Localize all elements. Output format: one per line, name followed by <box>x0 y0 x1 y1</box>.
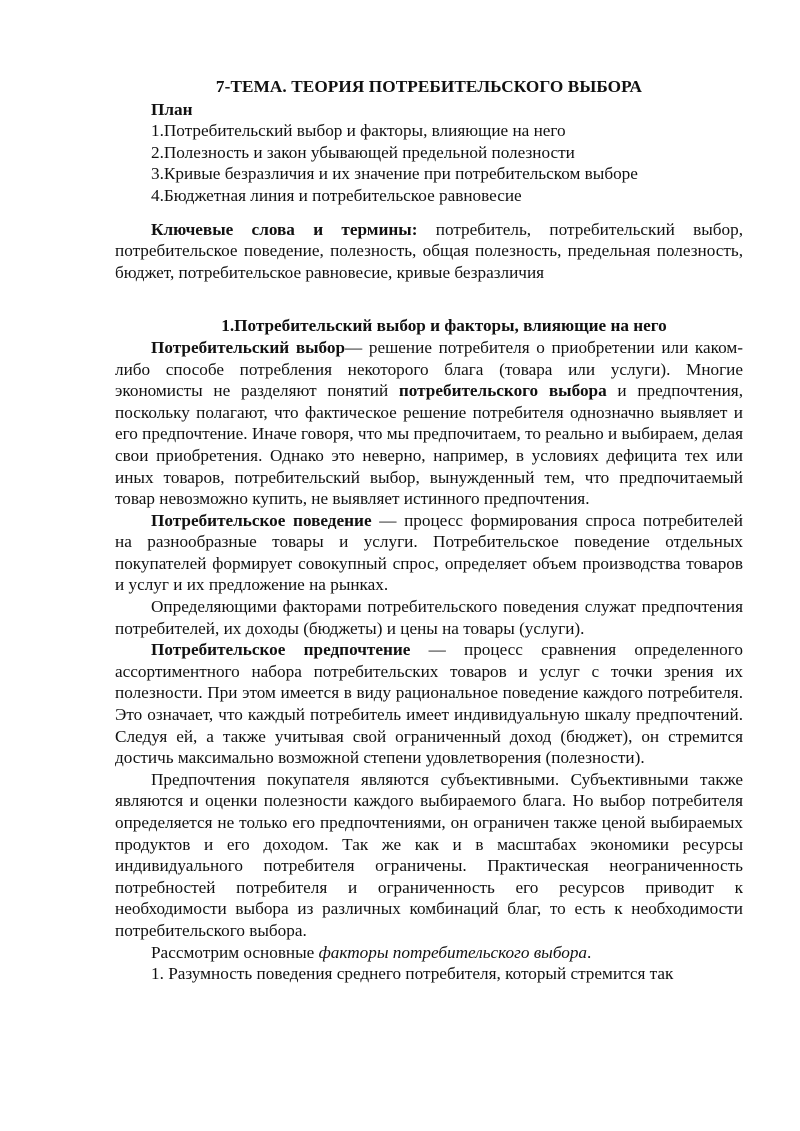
keywords-text: потребитель, потребительский выбор, потребительское поведение, полезность, общая полезность, предельная полезность, бюджет, потребительское равновесие, кривые безразличия <box>115 219 743 282</box>
page-title: 7-ТЕМА. ТЕОРИЯ ПОТРЕБИТЕЛЬСКОГО ВЫБОРА <box>215 77 643 96</box>
plan-item-2: 2.Полезность и закон убывающей предельной полезности <box>151 142 575 162</box>
paragraph-text: — решение потребителя о приобретении или каком-либо способе потребления некоторого блага (товара или услуги). Многие экономисты не разделяют понятий <box>115 337 743 401</box>
paragraph-factor-1: 1. Разумность поведения среднего потребителя, который стремится так <box>151 964 674 984</box>
term-consumer-choice-2: потребительского выбора <box>398 381 607 401</box>
plan-item-1: 1.Потребительский выбор и факторы, влияющие на него <box>151 121 566 141</box>
paragraph-factors: Определяющими факторами потребительского поведения служат предпочтения потребителей, их доходы (бюджеты) и цены на товары (услуги). <box>115 597 743 638</box>
paragraph-end: . <box>587 942 592 962</box>
paragraph-choice-factors <box>115 942 743 964</box>
paragraph-consumer-behavior <box>115 510 743 596</box>
italic-choice-factors: факторы потребительского выбора <box>318 942 588 962</box>
keywords-paragraph <box>115 219 743 284</box>
paragraph-subjective-preferences: Предпочтения покупателя являются субъективными. Субъективными также являются и оценки полезности каждого выбираемого блага. Но выбор потребителя определяется не только его предпочтениями, он ограничен также ценой выбираемых продуктов и его доходом. Так же как и в масштабах экономики ресурсы индивидуального потребителя ограничены. Практическая неограниченность потребностей потребителя и ограниченность его ресурсов приводит к необходимости выбора из различных комбинаций благ, то есть к необходимости потребительского выбора. <box>115 769 743 940</box>
plan-item-4: 4.Бюджетная линия и потребительское равновесие <box>151 185 522 205</box>
plan-item-3: 3.Кривые безразличия и их значение при потребительском выборе <box>151 164 638 184</box>
paragraph-text: Рассмотрим основные <box>151 942 319 962</box>
section-title: 1.Потребительский выбор и факторы, влияющие на него <box>221 316 667 336</box>
paragraph-text: — процесс формирования спроса потребителей на разнообразные товары и услуги. Потребительское поведение отдельных покупателей формирует совокупный спрос, определяет объем производства товаров и услуг и их предложение на рынках. <box>115 510 743 595</box>
term-consumer-choice: Потребительский выбор <box>151 337 346 357</box>
paragraph-text: — процесс сравнения определенного ассортиментного набора потребительских товаров и услуг с точки зрения их полезности. При этом имеется в виду рациональное поведение каждого потребителя. Это означает, что каждый потребитель имеет индивидуальную шкалу предпочтений. Следуя ей, а также учитывая свой ограниченный доход (бюджет), он стремится достичь максимально возможной степени удовлетворения (полезности). <box>115 640 743 768</box>
paragraph-consumer-choice <box>115 337 743 510</box>
term-consumer-preference: Потребительское предпочтение <box>151 640 411 660</box>
paragraph-text: и предпочтения, поскольку полагают, что фактическое решение потребителя однозначно выявляет и его предпочтение. Иначе говоря, что мы предпочитаем, то реально и выбираем, делая свои приобретения. Однако это неверно, например, в условиях дефицита тех или иных товаров, потребительский выбор, вынужденный тем, что предпочитаемый товар невозможно купить, не выявляет истинного предпочтения. <box>115 381 743 509</box>
plan-heading: План <box>151 99 193 119</box>
paragraph-consumer-preference <box>115 639 743 769</box>
keywords-label: Ключевые слова и термины: <box>151 219 418 239</box>
term-consumer-behavior: Потребительское поведение <box>151 510 372 530</box>
